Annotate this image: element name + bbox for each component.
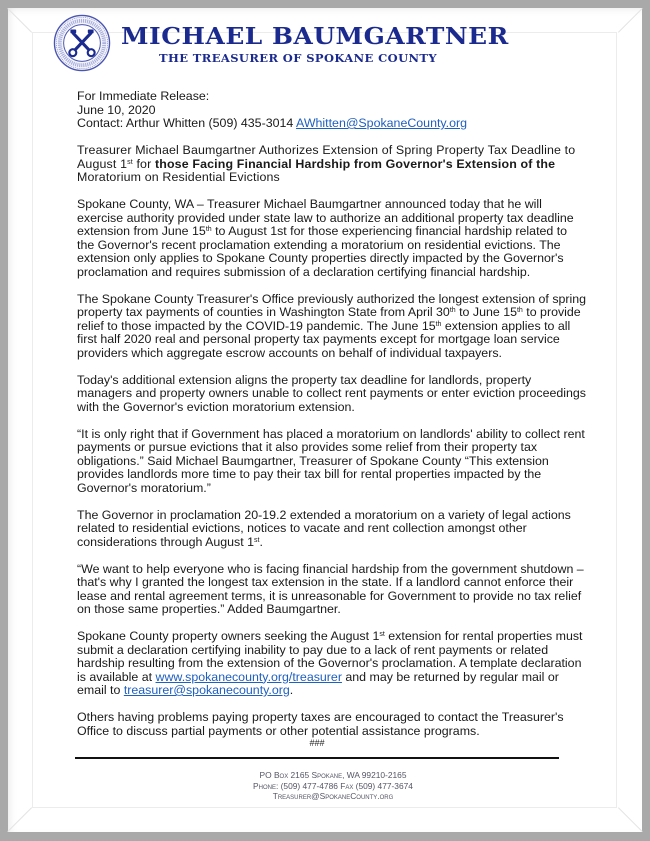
text: and may be returned by regular mail or email to [77, 669, 559, 697]
paragraph-1 [77, 198, 587, 279]
letterhead-subtitle: THE TREASURER OF SPOKANE COUNTY [159, 51, 437, 65]
contact-email-link[interactable]: AWhitten@SpokaneCounty.org [296, 116, 468, 130]
frame-bevel [7, 807, 32, 832]
frame-bevel [618, 8, 643, 33]
text: to June 15 [455, 305, 517, 319]
release-label: For Immediate Release: [77, 89, 210, 103]
text: extension for rental properties must submit a declaration certifying inability to pay due to a lack of rent payments or related hardship resulting from the extension of the Governor's proclamation. A template declaration is available at [77, 629, 583, 684]
frame-bevel [7, 8, 32, 33]
frame-bevel [618, 807, 643, 832]
treasurer-email-link[interactable]: treasurer@spokanecounty.org [123, 683, 290, 697]
paragraph-3: Today's additional extension aligns the property tax deadline for landlords, property managers and property owners unable to collect rent payments or enter eviction proceedings with the Governor's eviction moratorium extension. [77, 372, 586, 414]
paragraph-2 [77, 293, 587, 361]
paragraph-7 [77, 630, 587, 698]
footer-po-box: PO Box 2165 Spokane, WA 99210-2165 [259, 770, 407, 780]
official-seal-icon [53, 14, 111, 72]
letterhead-name: MICHAEL BAUMGARTNER [121, 23, 509, 50]
paragraph-5 [77, 509, 587, 550]
headline-text: Treasurer Michael Baumgartner Authorizes Extension of Spring Property Tax Deadline to August 1 [77, 143, 576, 171]
text: Spokane County, WA – Treasurer Michael Baumgartner announced today that he will exercise authority provided under state law to authorize an additional property tax deadline extension from June 15 [77, 197, 574, 238]
text: . [259, 534, 263, 549]
contact-line: Contact: Arthur Whitten (509) 435-3014 [77, 116, 297, 130]
press-release-body [77, 90, 587, 763]
footer-address [16, 770, 650, 802]
paragraph-6-quote: “We want to help everyone who is facing financial hardship from the government shutdown – that's why I granted the longest tax extension in the state. If a landlord cannot enforce their lease and rental agreement terms, it is unreasonable for Government to provide no tax relief on those same properties.” Added Baumgartner. [77, 561, 584, 616]
text: The Governor in proclamation 20-19.2 extended a moratorium on a variety of legal actions related to residential evictions, notices to vacate and rent collection amongst other considerations through August 1 [77, 507, 571, 549]
superscript: st [379, 631, 385, 638]
paragraph-8: Others having problems paying property taxes are encouraged to contact the Treasurer's Office to discuss partial payments or other potential assistance programs. [77, 710, 564, 738]
superscript: th [449, 307, 456, 314]
footer-divider [75, 757, 559, 759]
headline-text: for [132, 156, 155, 171]
headline-bold-text: those Facing Financial Hardship from Governor's Extension of the [154, 156, 556, 171]
footer-phone-fax: Phone: (509) 477-4786 Fax (509) 477-3674 [253, 780, 413, 791]
superscript: th [435, 320, 442, 328]
text: The Spokane County Treasurer's Office previously authorized the longest extension of spring property tax payments of counties in Washington State from April 30 [77, 291, 587, 319]
text: extension applies to all first half 2020 real and personal property tax payments except for mortgage loan service providers which aggregate escrow accounts on behalf of individual taxpayers. [77, 318, 571, 360]
text: to August 1st for those experiencing financial hardship related to the Governor's recent proclamation extending a moratorium on residential evictions. The extension only applies to Spokane County properties directly impacted by the Governor's proclamation and requires submission of a declaration certifying financial hardship. [77, 224, 568, 279]
release-info [77, 90, 587, 131]
superscript: st [254, 536, 260, 544]
superscript: st [127, 158, 133, 166]
headline-text: Moratorium on Residential Evictions [77, 170, 280, 184]
superscript: th [205, 226, 212, 233]
end-mark: ### [309, 738, 325, 748]
superscript: th [516, 307, 523, 314]
release-date: June 10, 2020 [77, 102, 156, 117]
text: . [289, 683, 294, 697]
paragraph-4-quote: “It is only right that if Government has placed a moratorium on landlords' ability to collect rent payments or pursue evictions that it also provides some relief from their property tax obligations.” Said Michael Baumgartner, Treasurer of Spokane County “This extension provides landlords more time to pay their tax bill for rental properties impacted by the Governor's moratorium.” [77, 426, 585, 495]
text: Spokane County property owners seeking the August 1 [77, 629, 380, 643]
headline [77, 144, 587, 185]
document-page [8, 8, 642, 832]
text: to provide relief to those impacted by the COVID-19 pandemic. The June 15 [77, 305, 581, 333]
footer-email: Treasurer@SpokaneCounty.org [272, 791, 394, 801]
treasurer-website-link[interactable]: www.spokanecounty.org/treasurer [155, 669, 342, 684]
